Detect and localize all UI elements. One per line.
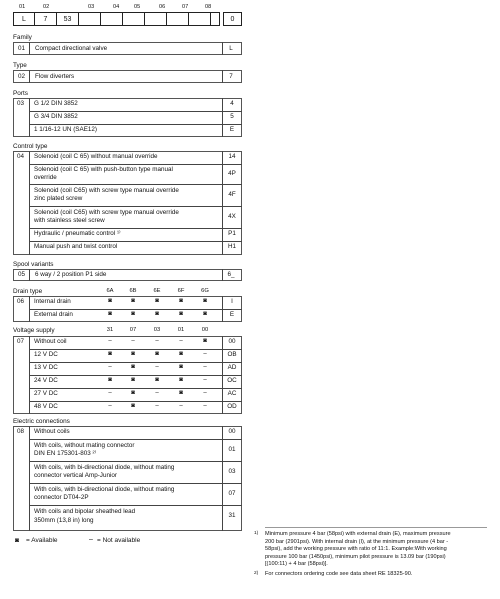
position-08: 08 [205,4,212,10]
drain-mark: ◙ [203,311,207,317]
spool-num: 05 [18,271,26,278]
spool-code: 6_ [227,271,235,278]
drain-row-code: E [229,311,235,318]
electric-row-label: With coils and bipolar sheathed lead [34,508,136,515]
position-05: 05 [134,4,141,10]
footnote-1 [265,531,490,569]
ports-row-label: G 1/2 DIN 3852 [34,100,78,107]
control-row-label: Manual push and twist control [34,243,118,250]
voltage-row-code: 00 [228,338,236,345]
position-03: 03 [88,4,95,10]
ports-title: Ports [13,90,28,97]
electric-row-code: 31 [228,512,236,519]
drain-col: 6E [153,288,161,294]
code-cell-06 [167,12,189,26]
spool-label: 6 way / 2 position P1 side [35,271,107,278]
position-04: 04 [113,4,120,10]
type-code: 7 [229,73,233,80]
voltage-mark: – [108,390,112,396]
drain-mark: ◙ [155,311,159,317]
code-cell-04a [101,12,123,26]
ports-num: 03 [17,100,25,107]
voltage-mark: – [179,403,183,409]
voltage-row-label: 12 V DC [34,351,58,358]
voltage-mark: – [203,351,207,357]
ports-row-code: 5 [230,113,234,120]
drain-row-label: Internal drain [34,298,71,305]
control-row-label-cont: with stainless steel screw [34,217,105,224]
voltage-mark: ◙ [179,377,183,383]
voltage-col: 03 [153,327,161,333]
voltage-mark: ◙ [203,338,207,344]
voltage-mark: ◙ [179,364,183,370]
control-row-code: 4P [228,170,236,177]
electric-row-code: 07 [228,490,236,497]
drain-col: 6B [129,288,137,294]
electric-row-code: 03 [228,468,236,475]
voltage-mark: ◙ [131,377,135,383]
voltage-mark: – [155,390,159,396]
code-cell-04b [123,12,145,26]
voltage-row-label: 13 V DC [34,364,58,371]
position-07: 07 [182,4,189,10]
drain-mark: ◙ [179,311,183,317]
code-cell-05 [145,12,167,26]
electric-title: Electric connections [13,418,70,425]
drain-mark: ◙ [131,311,135,317]
ports-row-label: G 3/4 DIN 3852 [34,113,78,120]
electric-row-label-cont: DIN EN 175301-803 ²⁾ [34,450,97,457]
drain-mark: ◙ [203,298,207,304]
voltage-row-label: 24 V DC [34,377,58,384]
voltage-row-code: AC [227,390,237,397]
available-label: = Available [26,537,58,544]
footnote-line: Minimum pressure 4 bar (58psi) with external drain (E), maximum pressure [265,531,451,537]
electric-row-label-cont: connector vertical Amp-Junior [34,472,117,479]
drain-mark: ◙ [155,298,159,304]
control-row-code: 14 [228,153,236,160]
footnote-mark: 2) [254,571,259,576]
control-row-label: Solenoid (coil C 65) with push-button type manual [34,166,173,173]
drain-col: 6G [201,288,209,294]
voltage-mark: ◙ [131,403,135,409]
type-row [13,70,242,83]
voltage-row-label: Without coil [34,338,67,345]
control-row-code: P1 [228,230,236,237]
voltage-title: Voltage supply [13,327,55,334]
position-02: 02 [43,4,50,10]
code-cell-01: L [13,12,35,26]
control-row-code: 4F [228,191,236,198]
voltage-mark: – [203,364,207,370]
drain-col: 6F [177,288,185,294]
voltage-row-code: AD [227,364,237,371]
voltage-col: 01 [177,327,185,333]
control-row-label-cont: override [34,174,57,181]
ports-row-code: E [229,126,235,133]
voltage-mark: ◙ [155,351,159,357]
type-label: Flow diverters [35,73,75,80]
drain-col: 6A [106,288,114,294]
code-cell-spool: 53 [57,12,79,26]
voltage-row-code: OB [227,351,237,358]
voltage-row-code: OC [227,377,237,384]
drain-mark: ◙ [108,298,112,304]
footnote-2 [265,571,490,579]
footnote-line: For connectors ordering code see data sheet RE 18325-90. [265,571,413,577]
voltage-mark: ◙ [108,351,112,357]
voltage-mark: – [203,390,207,396]
electric-row-label-cont: 350mm (13,8 in) long [34,517,94,524]
family-row [13,42,242,55]
drain-title: Drain type [13,288,43,295]
family-title: Family [13,34,32,41]
voltage-mark: – [203,377,207,383]
drain-mark: ◙ [131,298,135,304]
code-cell-02: 7 [35,12,57,26]
electric-row-label: Without coils [34,428,70,435]
voltage-row-code: OD [227,403,237,410]
voltage-mark: ◙ [155,377,159,383]
electric-row-label: With coils, with bi-directional diode, without mating [34,464,175,471]
voltage-col: 07 [129,327,137,333]
voltage-mark: – [108,403,112,409]
control-row-label: Solenoid (coil C 65) without manual override [34,153,158,160]
voltage-row-label: 27 V DC [34,390,58,397]
spool-row [13,269,242,281]
type-num: 02 [18,73,26,80]
footnote-line: 200 bar (2901psi). With internal drain (I), at the minimum pressure (4 bar - [265,538,449,545]
voltage-col: 31 [106,327,114,333]
drain-row-code: I [231,298,233,305]
voltage-mark: – [203,403,207,409]
voltage-mark: ◙ [131,351,135,357]
family-num: 01 [18,45,26,52]
voltage-col: 00 [201,327,209,333]
code-cell-08 [211,12,220,26]
code-cell-03 [79,12,101,26]
electric-row-label: With coils, with bi-directional diode, without mating [34,486,175,493]
drain-num: 06 [17,298,25,305]
electric-num: 08 [17,428,25,435]
not-available-label: = Not available [97,537,141,544]
not-available-icon: – [89,536,93,543]
footnote-mark: 1) [254,531,259,536]
code-cell-07 [189,12,211,26]
electric-row-label: With coils, without mating connector [34,442,135,449]
spool-title: Spool variants [13,261,54,268]
voltage-mark: – [131,338,135,344]
footnote-line: [(100:11) + 4 bar (58psi)]. [265,561,328,568]
control-num: 04 [17,153,25,160]
voltage-mark: ◙ [179,390,183,396]
position-01: 01 [19,4,26,10]
voltage-row-label: 48 V DC [34,403,58,410]
footnote-line: pressure 100 bar (1450psi), minimum pilot pressure is 13.09 bar (190psi) [265,553,446,560]
voltage-mark: – [179,338,183,344]
drain-mark: ◙ [108,311,112,317]
voltage-mark: – [155,403,159,409]
electric-row-code: 01 [228,446,236,453]
voltage-mark: ◙ [108,377,112,383]
control-row-label: Solenoid (coil C65) with screw type manual override [34,187,179,194]
family-label: Compact directional valve [35,45,108,52]
voltage-mark: – [155,338,159,344]
footnote-line: 58psi), add the working pressure with ratio of 11:1. Example:With working [265,546,447,553]
electric-row-label-cont: connector DT04-2P [34,494,89,501]
drain-row-label: External drain [34,311,73,318]
available-icon: ◙ [15,537,19,544]
voltage-mark: – [108,338,112,344]
code-cell-end: 0 [223,12,242,26]
electric-row-code: 00 [228,428,236,435]
voltage-mark: – [155,364,159,370]
control-title: Control type [13,143,48,150]
position-06: 06 [159,4,166,10]
ports-row-code: 4 [230,100,234,107]
ports-row-label: 1 1/16-12 UN (SAE12) [34,126,97,133]
control-row-label-cont: zinc plated screw [34,195,83,202]
voltage-mark: ◙ [179,351,183,357]
control-row-label: Hydraulic / pneumatic control ¹⁾ [34,230,121,237]
family-code: L [229,45,233,52]
voltage-mark: – [108,364,112,370]
control-row-label: Solenoid (coil C65) with screw type manual override [34,209,179,216]
type-title: Type [13,62,27,69]
control-row-code: 4X [228,213,236,220]
voltage-mark: ◙ [131,364,135,370]
control-row-code: H1 [227,243,237,250]
drain-mark: ◙ [179,298,183,304]
voltage-mark: ◙ [131,390,135,396]
voltage-num: 07 [17,338,25,345]
